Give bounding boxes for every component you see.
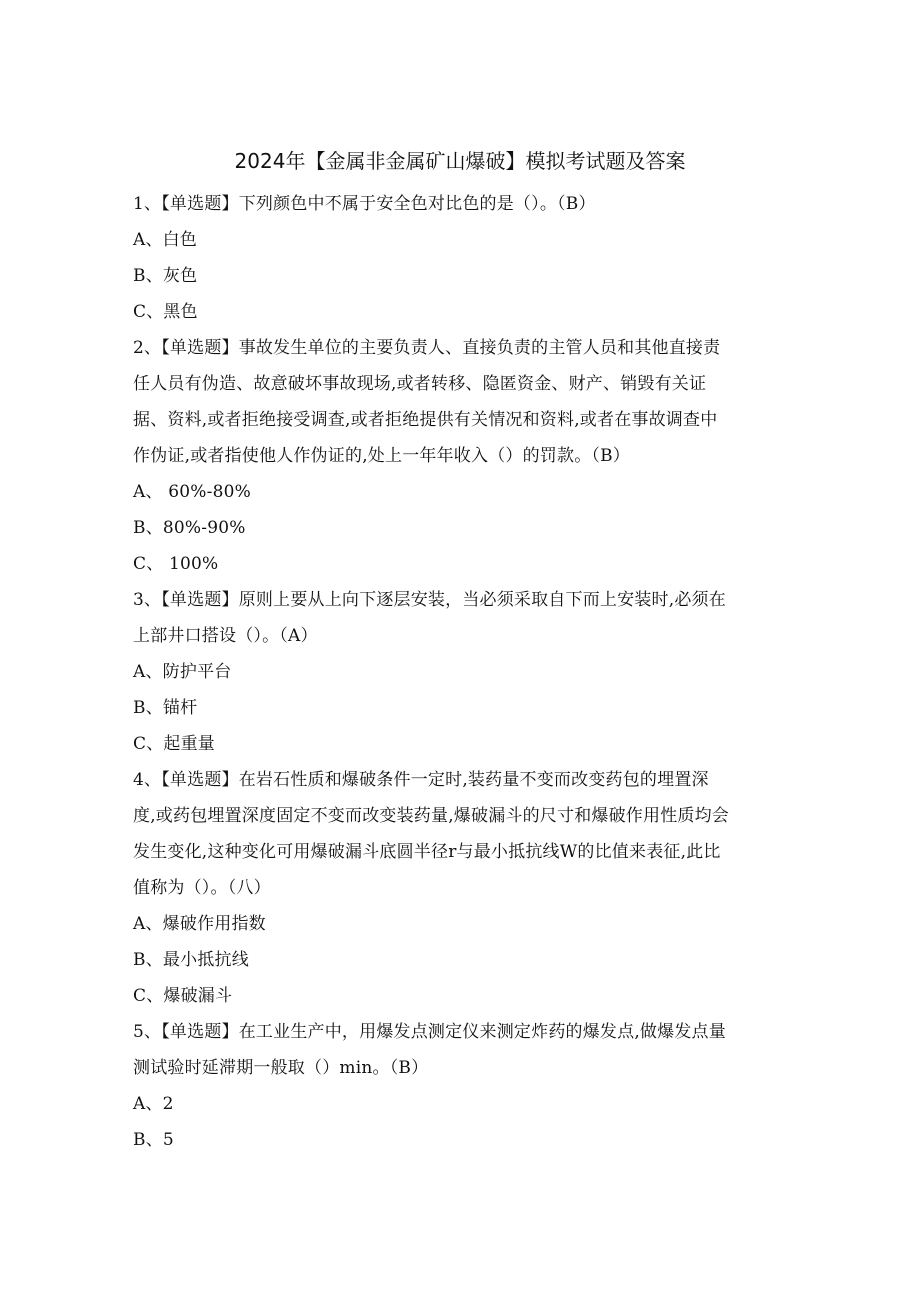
question-text-line: 测试验时延滞期一般取（）min。（B） — [133, 1058, 429, 1078]
question-1 — [133, 186, 788, 330]
option-a: A、白色 — [133, 230, 198, 250]
question-list — [133, 186, 788, 1158]
question-text-line: 上部井口搭设（）。（A） — [133, 626, 318, 646]
option-c: C、 100% — [133, 554, 219, 574]
option-a: A、防护平台 — [133, 662, 232, 682]
option-c: C、黑色 — [133, 302, 198, 322]
option-b: B、5 — [133, 1130, 174, 1150]
question-text-line: 值称为（）。（八） — [133, 878, 271, 898]
question-text-line: 作伪证,或者指使他人作伪证的,处上一年年收入（）的罚款。（B） — [133, 446, 630, 466]
option-a: A、爆破作用指数 — [133, 914, 266, 934]
option-a: A、 60%-80% — [133, 482, 251, 502]
question-5 — [133, 1014, 788, 1158]
option-a: A、2 — [133, 1094, 174, 1114]
question-text-line: 2、【单选题】事故发生单位的主要负责人、直接负责的主管人员和其他直接责 — [133, 338, 721, 358]
question-text-line: 3、【单选题】原则上要从上向下逐层安装，当必须采取自下而上安装时,必须在 — [133, 590, 726, 610]
question-text-line: 度,或药包埋置深度固定不变而改变装药量,爆破漏斗的尺寸和爆破作用性质均会 — [133, 806, 730, 826]
option-c: C、爆破漏斗 — [133, 986, 233, 1006]
option-b: B、灰色 — [133, 266, 198, 286]
question-text-line: 任人员有伪造、故意破坏事故现场,或者转移、隐匿资金、财产、销毁有关证 — [133, 374, 707, 394]
question-2 — [133, 330, 788, 582]
option-b: B、最小抵抗线 — [133, 950, 249, 970]
question-3 — [133, 582, 788, 762]
option-b: B、80%-90% — [133, 518, 246, 538]
question-text-line: 据、资料,或者拒绝接受调查,或者拒绝提供有关情况和资料,或者在事故调查中 — [133, 410, 718, 430]
option-c: C、起重量 — [133, 734, 216, 754]
question-text-line: 1、【单选题】下列颜色中不属于安全色对比色的是（）。（B） — [133, 194, 596, 214]
document-title: 2024年【金属非金属矿山爆破】模拟考试题及答案 — [234, 149, 686, 173]
option-b: B、锚杆 — [133, 698, 198, 718]
question-4 — [133, 762, 788, 1014]
question-text-line: 发生变化,这种变化可用爆破漏斗底圆半径r与最小抵抗线W的比值来表征,此比 — [133, 842, 721, 862]
question-text-line: 4、【单选题】在岩石性质和爆破条件一定时,装药量不变而改变药包的埋置深 — [133, 770, 709, 790]
question-text-line: 5、【单选题】在工业生产中，用爆发点测定仪来测定炸药的爆发点,做爆发点量 — [133, 1022, 726, 1042]
